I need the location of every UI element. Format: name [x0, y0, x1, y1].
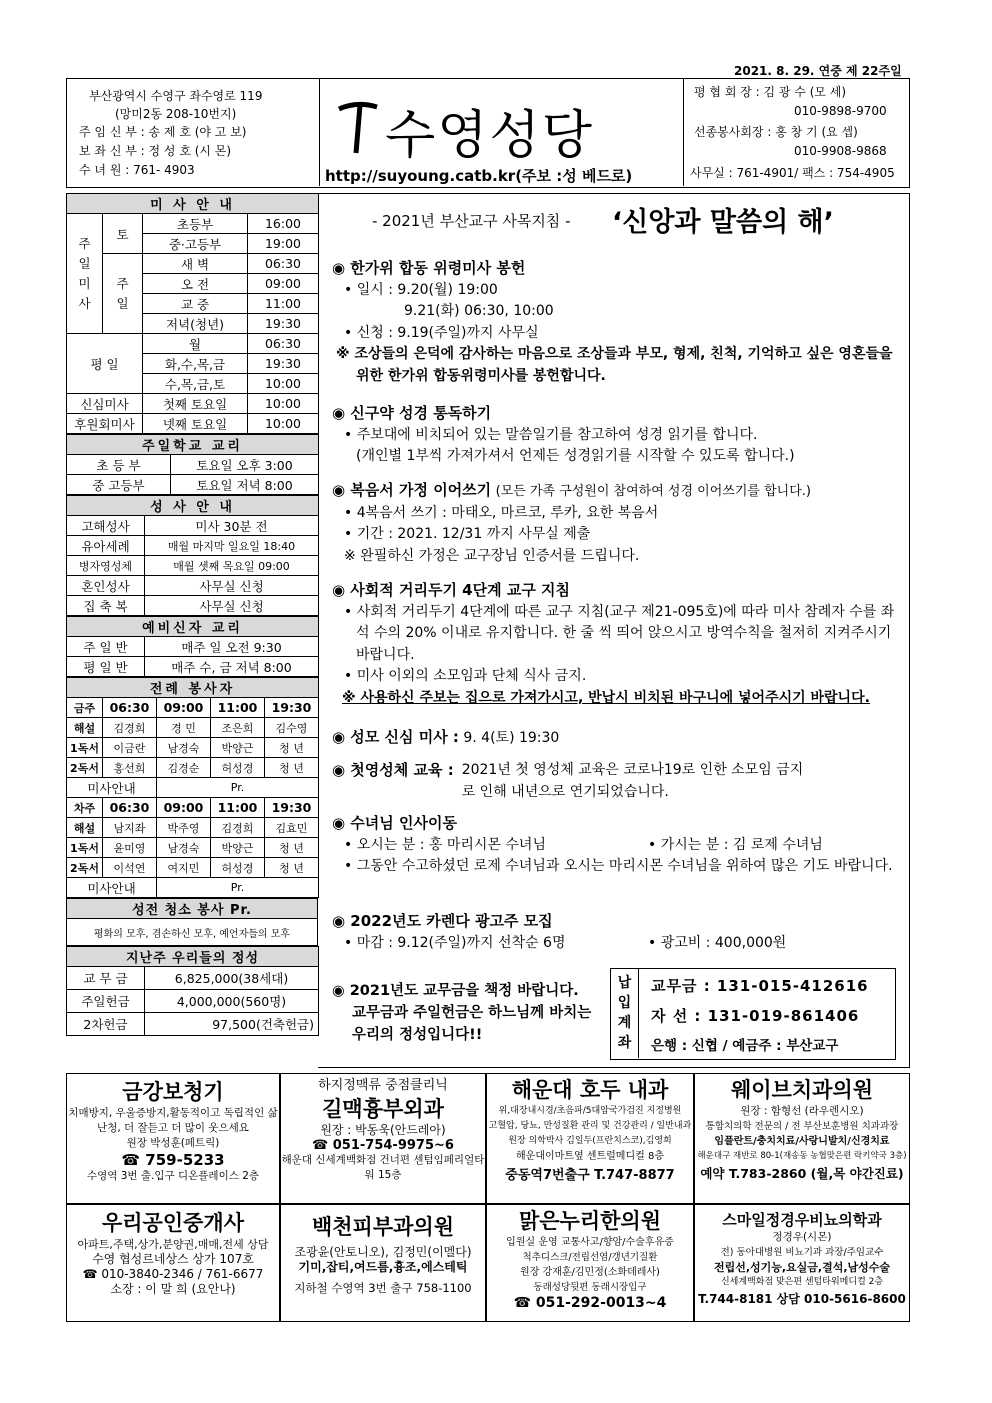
server-name: 김경순 — [157, 758, 211, 778]
headline-prefix: - 2021년 부산교구 사목지침 - — [372, 212, 571, 230]
ad-name: 길맥흉부외과 — [322, 1097, 444, 1121]
mass-name: 저녁(청년) — [143, 314, 248, 334]
council-president-phone: 010-9898-9700 — [794, 104, 887, 118]
liturgy-servers-table — [66, 677, 319, 898]
servers-header: 06:30 — [103, 698, 157, 718]
server-role: 해설 — [67, 818, 103, 838]
masthead — [66, 78, 910, 188]
server-name: 청 년 — [265, 858, 319, 878]
server-name: 이금란 — [103, 738, 157, 758]
server-name: 박주영 — [157, 818, 211, 838]
section-line: • 미사 이외의 소모임과 단체 식사 금지. — [344, 668, 587, 684]
servers-header: 06:30 — [103, 798, 157, 818]
mass-name: 새 벽 — [143, 254, 248, 274]
server-name: 윤미영 — [103, 838, 157, 858]
section-line: • 사회적 거리두기 4단계에 따른 교구 지침(교구 제21-095호)에 따라 미사 참례자 수를 좌석 수의 20% 이내로 유지합니다. 한 줄 씩 띄어 앉으시고 방역수칙을 철저히 지켜주시기 바랍니다. — [344, 603, 895, 663]
ad-line: 원장 : 박동욱(안드레아) — [320, 1123, 446, 1137]
server-name: 김수영 — [265, 718, 319, 738]
mass-day: 넷째 토요일 — [143, 414, 248, 434]
address-line-2: (망미2동 208-10번지) — [115, 107, 237, 121]
mass-time: 06:30 — [248, 334, 319, 354]
council-president: 평 협 회 장 : 김 광 수 (모 세) — [694, 85, 847, 99]
sacrament-name: 집 축 복 — [67, 596, 145, 616]
section-title: ◉ 수녀님 인사이동 — [332, 814, 457, 832]
section-bible-reading — [332, 403, 904, 468]
ad-line: 아파트,주택,상가,분양권,매매,전세 상담 — [77, 1238, 269, 1251]
server-name: 홍선희 — [103, 758, 157, 778]
mass-time: 09:00 — [248, 274, 319, 294]
ad-line: 전) 동아대병원 비뇨기과 과장/주임교수 — [720, 1247, 884, 1258]
server-role: 1독서 — [67, 838, 103, 858]
ad-line: 원장 : 함형선 (라우렌시오) — [740, 1105, 864, 1117]
offering-label: 2차헌금 — [67, 1013, 145, 1036]
ad-phone: 지하철 수영역 3번 출구 758-1100 — [294, 1281, 472, 1295]
ad-line: 해운대구 재반로 80-1(재송동 농협맞은편 락키약국 3층) — [697, 1151, 907, 1161]
ad-line: 신세계백화점 맞은편 센텀타워메디컬 2층 — [720, 1277, 884, 1287]
mass-name: 신심미사 — [67, 394, 143, 414]
server-name: 경 민 — [157, 718, 211, 738]
section-chuseok-mass — [332, 258, 904, 387]
server-role: 1독서 — [67, 738, 103, 758]
mass-guide-value: Pr. — [157, 878, 319, 898]
server-name: 남지좌 — [103, 818, 157, 838]
ad-realtor — [66, 1204, 280, 1322]
ad-line: 고혈압, 당뇨, 만성질환 관리 및 건강관리 / 일반내과 — [488, 1121, 692, 1131]
ad-internal-medicine — [486, 1073, 694, 1204]
sacrament-name: 병자영성체 — [67, 556, 145, 576]
server-name: 남경숙 — [157, 738, 211, 758]
section-first-communion — [332, 760, 904, 803]
section-line: 9.21(화) 06:30, 10:00 — [404, 303, 554, 319]
sacrament-info: 미사 30분 전 — [145, 516, 319, 536]
issue-date: 2021. 8. 29. 연중 제 22주일 — [734, 64, 902, 78]
ad-manager: 소장 : 이 말 희 (요안나) — [110, 1282, 236, 1296]
ad-line: 해운대이마트옆 센트럴메디컬 8층 — [516, 1151, 664, 1162]
convent-label: 수 녀 원 : — [79, 163, 130, 177]
headline: ‘신앙과 말씀의 해’ — [612, 207, 834, 238]
section-dues — [332, 980, 594, 1046]
offering-label: 주일헌금 — [67, 990, 145, 1013]
ad-phone: T.744-8181 상담 010-5616-8600 — [698, 1292, 906, 1306]
ad-name: 맑은누리한의원 — [518, 1209, 661, 1233]
section-title: ◉ 2022년도 카렌다 광고주 모집 — [332, 912, 553, 930]
school-group: 초 등 부 — [67, 455, 171, 475]
parish-logo-text: 수영성당 — [385, 106, 594, 166]
sunday-group-label: 주일미사 — [67, 214, 103, 334]
section-line: ※ 완필하신 가정은 교구장님 인증서를 드립니다. — [344, 547, 640, 564]
account-box — [610, 968, 896, 1060]
weekday-label: 평 일 — [67, 334, 143, 394]
parish-info — [67, 79, 320, 186]
server-name: 박양근 — [211, 838, 265, 858]
ad-name: 우리공인중개사 — [101, 1211, 244, 1235]
funeral-president: 선종봉사회장 : 홍 창 기 (요 셉) — [694, 125, 858, 139]
section-line: • 주보대에 비치되어 있는 말씀일기를 참고하여 성경 읽기를 합니다. — [344, 426, 758, 443]
servers-title: 전례 봉사자 — [67, 678, 319, 698]
ad-line: 원장 박성훈(페트릭) — [126, 1137, 220, 1149]
ad-line: 치매방지, 우울증방지,활동적이고 독립적인 삶 — [68, 1107, 278, 1119]
council-info — [683, 79, 910, 186]
mass-name: 월 — [143, 334, 248, 354]
ad-name: 해운대 호두 내과 — [511, 1078, 669, 1102]
server-name: 남경숙 — [157, 838, 211, 858]
mass-time: 19:00 — [248, 234, 319, 254]
section-line: • 광고비 : 400,000원 — [648, 934, 787, 951]
mass-name: 화,수,목,금 — [143, 354, 248, 374]
sacrament-table — [66, 495, 319, 616]
section-marian-mass — [332, 727, 904, 750]
cleaning-title: 성전 청소 봉사 Pr. — [67, 899, 318, 919]
class-time: 매주 일 오전 9:30 — [145, 637, 319, 657]
offering-label: 교 무 금 — [67, 967, 145, 990]
servers-header: 11:00 — [211, 798, 265, 818]
school-time: 토요일 오후 3:00 — [171, 455, 319, 475]
ad-line: 동래성당뒷편 동래시장입구 — [533, 1282, 647, 1293]
mass-title: 미 사 안 내 — [67, 194, 319, 214]
account-label: 납입계좌 — [611, 969, 639, 1058]
section-value: 2021년 첫 영성체 교육은 코로나19로 인한 소모임 금지로 인해 내년으로 연기되었습니다. — [461, 762, 804, 800]
mass-day: 첫째 토요일 — [143, 394, 248, 414]
section-title: ◉ 복음서 가정 이어쓰기 — [332, 481, 492, 499]
offering-value: 97,500(건축헌금) — [145, 1013, 319, 1036]
section-distancing — [332, 580, 904, 709]
office-contact: 사무실 : 761-4901/ 팩스 : 754-4905 — [690, 166, 895, 180]
section-note: ※ 조상들의 은덕에 감사하는 마음으로 조상들과 부모, 형제, 친척, 기억하고 싶은 영혼들을 위한 한가위 합동위령미사를 봉헌합니다. — [336, 346, 893, 384]
mass-guide-label: 미사안내 — [67, 778, 157, 798]
ad-phone: 예약 T.783-2860 (월,목 야간진료) — [700, 1166, 904, 1181]
server-role: 해설 — [67, 718, 103, 738]
ad-name: 스마일정경우비뇨의학과 — [722, 1211, 882, 1229]
mass-name: 초등부 — [143, 214, 248, 234]
ad-oriental-clinic — [486, 1204, 694, 1322]
server-name: 청 년 — [265, 758, 319, 778]
offering-table — [66, 946, 319, 1036]
ad-vein-clinic — [280, 1073, 486, 1204]
mass-time: 11:00 — [248, 294, 319, 314]
ad-phone: ☎ 010-3840-2346 / 761-6677 — [82, 1267, 264, 1281]
section-line: • 오시는 분 : 홍 마리시몬 수녀님 — [344, 836, 546, 853]
sacrament-name: 혼인성사 — [67, 576, 145, 596]
mass-name: 교 중 — [143, 294, 248, 314]
mass-name: 오 전 — [143, 274, 248, 294]
funeral-president-phone: 010-9908-9868 — [794, 144, 887, 158]
ad-phone: 중동역7번출구 T.747-8877 — [505, 1168, 675, 1183]
ad-address: 해운대 신세계백화점 건너편 센텀임페리얼타워 15층 — [281, 1154, 485, 1181]
sunday-label: 주일 — [103, 254, 143, 334]
cleaning-groups: 평화의 모후, 겸손하신 모후, 예언자들의 모후 — [67, 919, 318, 946]
section-line: • 신청 : 9.19(주일)까지 사무실 — [344, 324, 539, 341]
ad-line: 정경우(시몬) — [772, 1231, 832, 1243]
mass-time: 16:00 — [248, 214, 319, 234]
ad-phone: ☎ 051-754-9975~6 — [312, 1138, 454, 1153]
sacrament-info: 매월 셋째 목요일 09:00 — [145, 556, 319, 576]
ad-name: 금강보청기 — [122, 1080, 224, 1104]
section-title: ◉ 성모 신심 미사 : — [332, 728, 459, 746]
ad-line: 척추디스크/전립선염/갱년기질환 — [522, 1252, 658, 1263]
ad-line: 기미,잡티,여드름,흉조,에스테틱 — [298, 1260, 468, 1274]
mass-time: 06:30 — [248, 254, 319, 274]
section-subtitle: (모든 가족 구성원이 참여하여 성경 이어쓰기를 합니다.) — [495, 484, 811, 499]
ad-name: 백천피부과의원 — [311, 1215, 454, 1239]
section-line: • 그동안 수고하셨던 로제 수녀님과 오시는 마리시몬 수녀님을 위하여 많은 기도 바랍니다. — [344, 857, 893, 874]
ad-phone: ☎ 051-292-0013~4 — [513, 1295, 667, 1311]
catechumen-title: 예비신자 교리 — [67, 617, 319, 637]
section-line: • 마감 : 9.12(주일)까지 선착순 6명 — [344, 934, 566, 951]
server-name: 여지민 — [157, 858, 211, 878]
section-gospel-copy — [332, 480, 904, 567]
class-time: 매주 수, 금 저녁 8:00 — [145, 657, 319, 677]
section-title: ◉ 한가위 합동 위령미사 봉헌 — [332, 259, 526, 277]
ad-line: 입원실 운영 교통사고/향암/수술후유증 — [506, 1237, 674, 1248]
school-time: 토요일 저녁 8:00 — [171, 475, 319, 495]
servers-header: 09:00 — [157, 798, 211, 818]
section-value: 9. 4(토) 19:30 — [463, 730, 560, 746]
cross-logo-icon — [333, 87, 383, 157]
catechumen-table — [66, 616, 319, 677]
convent-value: 761- 4903 — [133, 163, 195, 177]
school-group: 중 고등부 — [67, 475, 171, 495]
ad-line: 통합치의학 전문의 / 전 부산보훈병원 치과과장 — [705, 1121, 899, 1132]
website-url[interactable]: http://suyoung.catb.kr(주보 :성 베드로) — [325, 167, 633, 185]
servers-header: 금주 — [67, 698, 103, 718]
section-line: • 가시는 분 : 김 로제 수녀님 — [648, 836, 823, 853]
section-line: • 기간 : 2021. 12/31 까지 사무실 제출 — [344, 526, 591, 542]
address-line-1: 부산광역시 수영구 좌수영로 119 — [89, 89, 263, 103]
section-calendar-ads — [332, 911, 904, 954]
section-line: • 4복음서 쓰기 : 마태오, 마르코, 루카, 요한 복음서 — [344, 504, 659, 521]
server-name: 김경희 — [103, 718, 157, 738]
servers-header: 09:00 — [157, 698, 211, 718]
ad-line: 원장 의학박사 김일두(프란치스코),김영희 — [508, 1136, 672, 1146]
pastor-value: 송 제 호 (야 고 보) — [148, 125, 247, 139]
server-name: 허성경 — [211, 858, 265, 878]
mass-schedule-table — [66, 193, 319, 434]
ad-line: 수영 협성르네상스 상가 107호 — [92, 1252, 254, 1266]
logo-area — [319, 79, 683, 186]
cleaning-table — [66, 898, 318, 946]
offering-value: 6,825,000(38세대) — [145, 967, 319, 990]
pastor-label: 주 임 신 부 : — [79, 125, 145, 139]
mass-name: 후원회미사 — [67, 414, 143, 434]
section-title: ◉ 첫영성체 교육 : — [332, 761, 454, 779]
server-name: 조은희 — [211, 718, 265, 738]
ad-address: 수영역 3번 출.입구 디온플레이스 2층 — [86, 1170, 260, 1182]
sacrament-title: 성 사 안 내 — [67, 496, 319, 516]
server-name: 이석연 — [103, 858, 157, 878]
ad-line: 하지정맥류 중점클리닉 — [318, 1078, 448, 1093]
mass-guide-value: Pr. — [157, 778, 319, 798]
sacrament-name: 유아세례 — [67, 536, 145, 556]
offering-value: 4,000,000(560명) — [145, 990, 319, 1013]
ad-urology — [694, 1204, 910, 1322]
section-title: ◉ 2021년도 교무금을 책정 바랍니다. — [332, 983, 579, 999]
mass-name: 수,목,금,토 — [143, 374, 248, 394]
servers-header: 19:30 — [265, 798, 319, 818]
ad-dermatology — [280, 1204, 486, 1322]
server-name: 청 년 — [265, 838, 319, 858]
ad-dental — [694, 1073, 910, 1204]
section-note: ※ 사용하신 주보는 집으로 가져가시고, 반납시 비치된 바구니에 넣어주시기 바랍니다. — [342, 689, 870, 706]
server-role: 2독서 — [67, 758, 103, 778]
mass-guide-label: 미사안내 — [67, 878, 157, 898]
section-title: ◉ 사회적 거리두기 4단계 교구 지침 — [332, 581, 571, 599]
ad-line: 위,대장내시경/초음파/5대암국가검진 지정병원 — [498, 1106, 682, 1116]
ad-line: 조광윤(안토니오), 김정민(이멜다) — [294, 1245, 472, 1259]
server-name: 허성경 — [211, 758, 265, 778]
class-name: 주 일 반 — [67, 637, 145, 657]
ad-hearing-aid — [66, 1073, 280, 1204]
sacrament-info: 사무실 신청 — [145, 576, 319, 596]
section-title: ◉ 신구약 성경 통독하기 — [332, 404, 492, 422]
mass-time: 10:00 — [248, 374, 319, 394]
server-name: 김경희 — [211, 818, 265, 838]
mass-time: 19:30 — [248, 314, 319, 334]
mass-name: 중·고등부 — [143, 234, 248, 254]
account-bank: 은행 : 신협 / 예금주 : 부산교구 — [651, 1038, 839, 1054]
sacrament-info: 사무실 신청 — [145, 596, 319, 616]
ad-line: 임플란트/충치치료/사랑니발치/신경치료 — [714, 1136, 890, 1147]
left-sidebar — [66, 193, 318, 1036]
assistant-value: 정 성 호 (시 몬) — [148, 144, 232, 158]
sunday-school-table — [66, 434, 319, 495]
ad-name: 웨이브치과의원 — [730, 1078, 873, 1102]
ad-line: 원장 강재훈/김민정(소화데레사) — [520, 1267, 660, 1278]
sacrament-name: 고해성사 — [67, 516, 145, 536]
server-name: 박양근 — [211, 738, 265, 758]
servers-header: 차주 — [67, 798, 103, 818]
account-charity[interactable]: 자 선 : 131-019-861406 — [651, 1007, 860, 1025]
school-title: 주일학교 교리 — [67, 435, 319, 455]
server-name: 김효민 — [265, 818, 319, 838]
mass-time: 10:00 — [248, 394, 319, 414]
assistant-label: 보 좌 신 부 : — [79, 144, 145, 158]
ad-line: 전립선,성기능,요실금,결석,남성수술 — [713, 1261, 891, 1274]
section-line: • 일시 : 9.20(월) 19:00 — [344, 281, 498, 298]
saturday-label: 토 — [103, 214, 143, 254]
section-text: 교무금과 주일헌금은 하느님께 바치는 우리의 정성입니다!! — [352, 1005, 592, 1043]
section-sister-transfer — [332, 813, 904, 877]
ad-line: 난청, 더 잘듣고 더 많이 웃으세요 — [97, 1122, 249, 1134]
servers-header: 11:00 — [211, 698, 265, 718]
server-role: 2독서 — [67, 858, 103, 878]
server-name: 청 년 — [265, 738, 319, 758]
servers-header: 19:30 — [265, 698, 319, 718]
ad-phone: ☎ 759-5233 — [121, 1151, 225, 1169]
offering-title: 지난주 우리들의 정성 — [67, 947, 319, 967]
class-name: 평 일 반 — [67, 657, 145, 677]
mass-time: 10:00 — [248, 414, 319, 434]
mass-time: 19:30 — [248, 354, 319, 374]
account-dues[interactable]: 교무금 : 131-015-412616 — [651, 977, 869, 995]
section-line: (개인별 1부씩 가져가셔서 언제든 성경읽기를 시작할 수 있도록 합니다.) — [356, 448, 795, 464]
sacrament-info: 매월 마지막 일요일 18:40 — [145, 536, 319, 556]
